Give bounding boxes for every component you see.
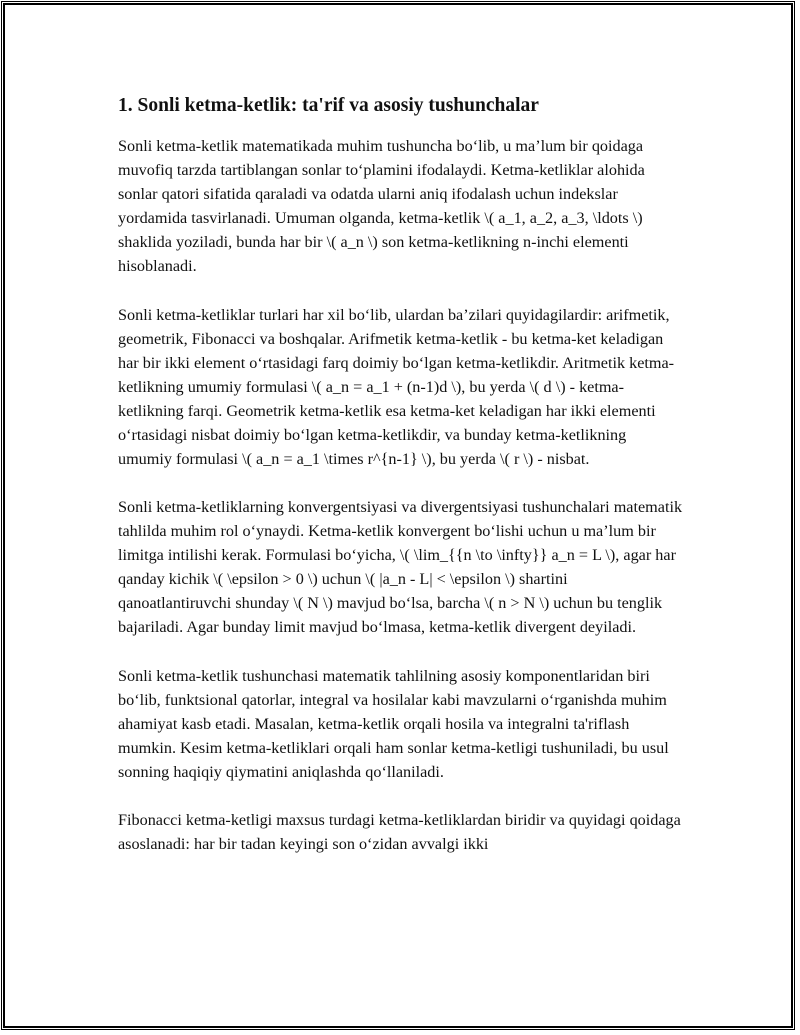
- section-heading: 1. Sonli ketma-ketlik: ta'rif va asosiy tushunchalar: [118, 95, 539, 116]
- paragraph-analysis: Sonli ketma-ketlik tushunchasi matematik tahlilning asosiy komponentlaridan biri bo‘lib, funktsional qatorlar, integral va hosilalar kabi mavzularni o‘rganishda muhim ahamiyat kasb etadi. Masalan, ketma-ketlik orqali hosila va integralni ta'riflash mumkin. Kesim ketma-ketliklari orqali ham sonlar ketma-ketligi tushuniladi, bu usul sonning haqiqiy qiymatini aniqlashda qo‘llaniladi.: [118, 666, 669, 781]
- document-body: [118, 92, 683, 881]
- paragraph-fibonacci: Fibonacci ketma-ketligi maxsus turdagi ketma-ketliklardan biridir va quyidagi qoidaga asoslanadi: har bir tadan keyingi son o‘zidan avvalgi ikki: [118, 811, 681, 853]
- paragraph-definition: Sonli ketma-ketlik matematikada muhim tushuncha bo‘lib, u ma’lum bir qoidaga muvofiq tarzda tartiblangan sonlar to‘plamini ifodalaydi. Ketma-ketliklar alohida sonlar qatori sifatida qaraladi va odatda ularni aniq ifodalash uchun indekslar yordamida tasvirlanadi. Umuman olganda, ketma-ketlik \( a_1, a_2, a_3, \ldots \) shaklida yoziladi, bunda har bir \( a_n \) son ketma-ketlikning n-inchi elementi hisoblanadi.: [118, 137, 645, 275]
- paragraph-convergence: Sonli ketma-ketliklarning konvergentsiyasi va divergentsiyasi tushunchalari matematik tahlilda muhim rol o‘ynaydi. Ketma-ketlik konvergent bo‘lishi uchun u ma’lum bir limitga intilishi kerak. Formulasi bo‘yicha, \( \lim_{{n \to \infty}} a_n = L \), agar har qanday kichik \( \epsilon > 0 \) uchun \( |a_n - L| < \epsilon \) shartini qanoatlantiruvchi shunday \( N \) mavjud bo‘lsa, barcha \( n > N \) uchun bu tenglik bajariladi. Agar bunday limit mavjud bo‘lmasa, ketma-ketlik divergent deyiladi.: [118, 498, 683, 636]
- paragraph-sequence-types: Sonli ketma-ketliklar turlari har xil bo‘lib, ulardan ba’zilari quyidagilardir: arifmetik, geometrik, Fibonacci va boshqalar. Arifmetik ketma-ketlik - bu ketma-ket keladigan har bir ikki element o‘rtasidagi farq doimiy bo‘lgan ketma-ketlikdir. Aritmetik ketma-ketlikning umumiy formulasi \( a_n = a_1 + (n-1)d \), bu yerda \( d \) - ketma-ketlikning farqi. Geometrik ketma-ketlik esa ketma-ket keladigan har ikki elementi o‘rtasidagi nisbat doimiy bo‘lgan ketma-ketlikdir, va bunday ketma-ketlikning umumiy formulasi \( a_n = a_1 \times r^{n-1} \), bu yerda \( r \) - nisbat.: [118, 305, 675, 468]
